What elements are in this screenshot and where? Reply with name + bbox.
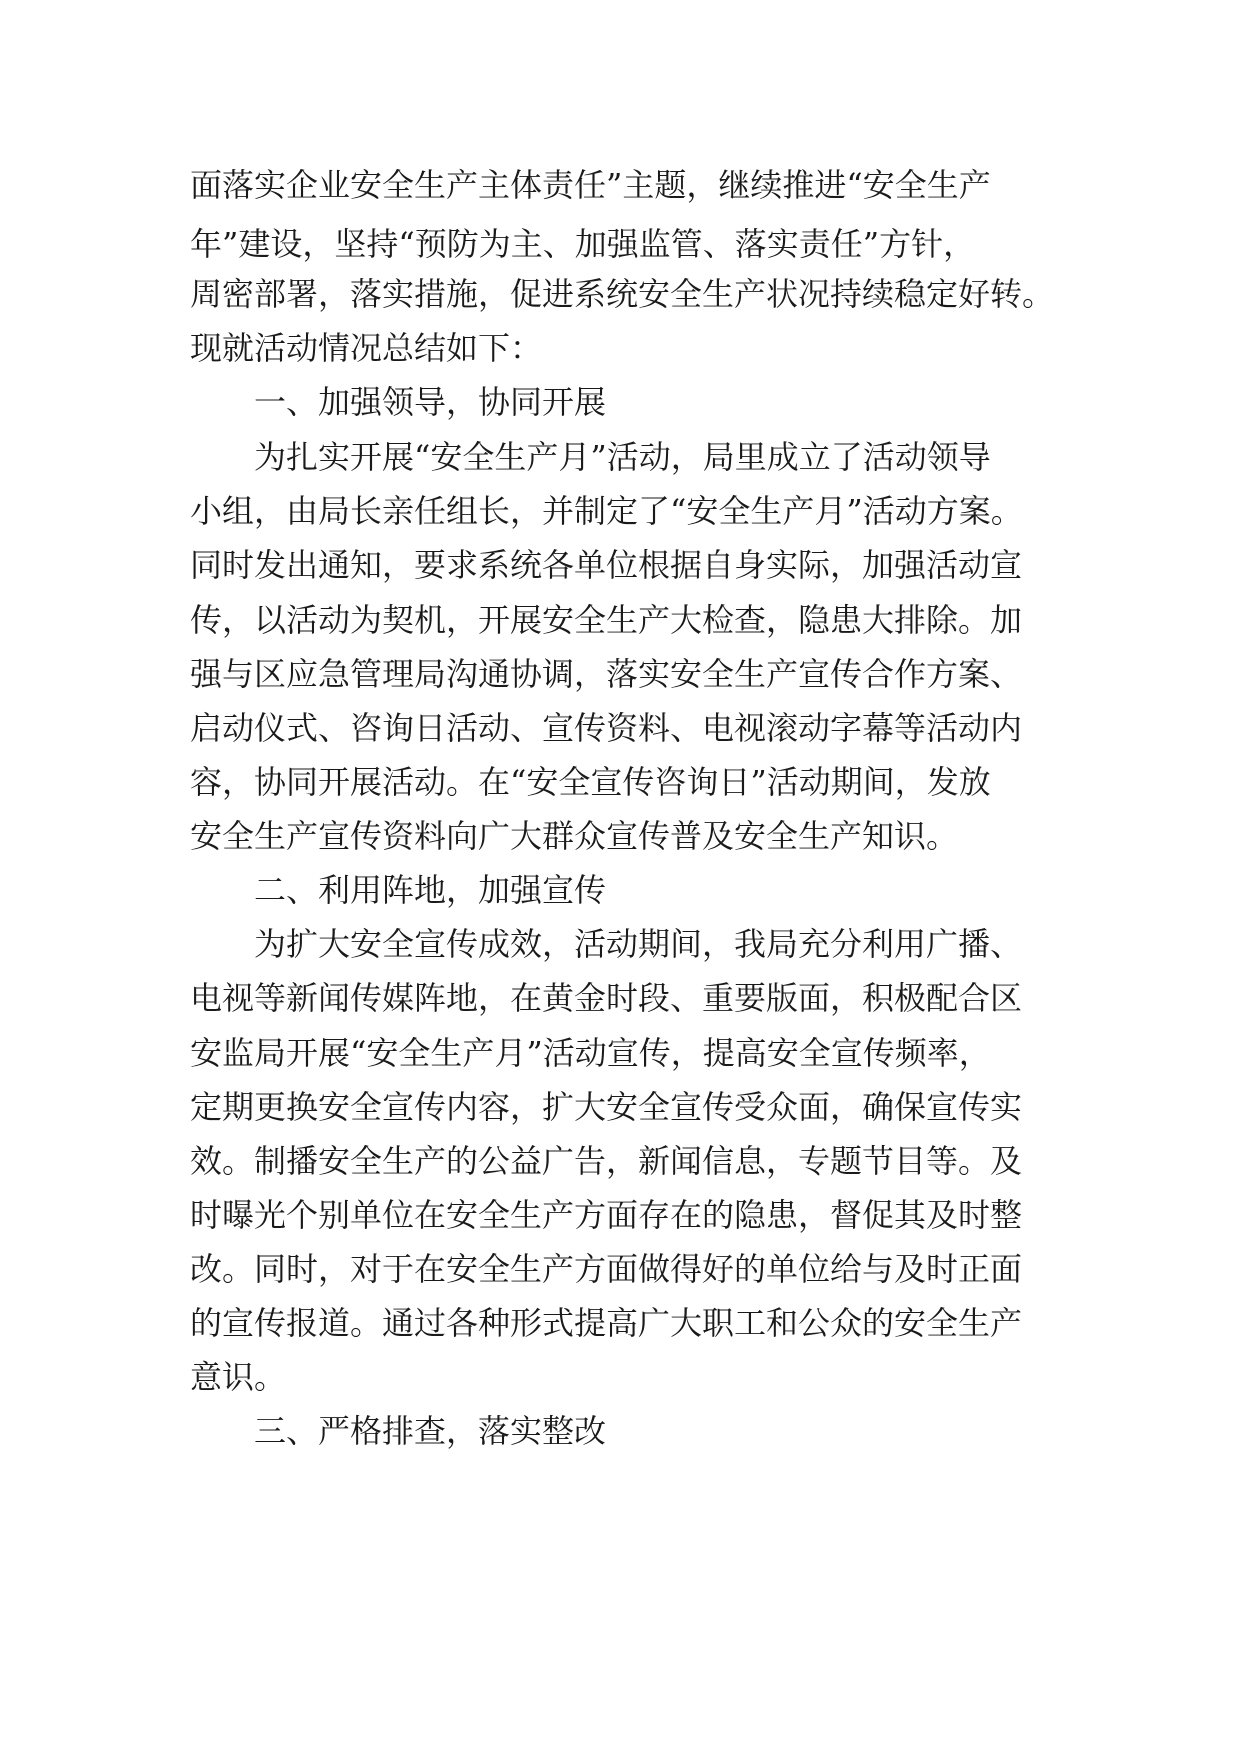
text-line: 为扎实开展“安全生产月”活动，局里成立了活动领导 — [254, 438, 991, 476]
text-line: 为扩大安全宣传成效，活动期间，我局充分利用广播、 — [254, 925, 1023, 963]
section-heading: 一、加强领导，协同开展 — [254, 383, 607, 421]
text-line: 定期更换安全宣传内容，扩大安全宣传受众面，确保宣传实 — [190, 1088, 1023, 1126]
section-heading: 二、利用阵地，加强宣传 — [254, 871, 607, 909]
text-line: 传，以活动为契机，开展安全生产大检查，隐患大排除。加 — [190, 601, 1023, 639]
text-line: 效。制播安全生产的公益广告，新闻信息，专题节目等。及 — [190, 1142, 1023, 1180]
text-line: 启动仪式、咨询日活动、宣传资料、电视滚动字幕等活动内 — [190, 709, 1023, 747]
text-line: 改。同时，对于在安全生产方面做得好的单位给与及时正面 — [190, 1250, 1023, 1288]
text-line: 年”建设，坚持“预防为主、加强监管、落实责任”方针， — [190, 225, 976, 263]
text-line: 面落实企业安全生产主体责任”主题，继续推进“安全生产 — [190, 166, 991, 204]
text-line: 现就活动情况总结如下： — [190, 329, 543, 367]
text-line: 强与区应急管理局沟通协调，落实安全生产宣传合作方案、 — [190, 655, 1023, 693]
text-line: 的宣传报道。通过各种形式提高广大职工和公众的安全生产 — [190, 1304, 1023, 1342]
text-line: 同时发出通知，要求系统各单位根据自身实际，加强活动宣 — [190, 546, 1023, 584]
text-line: 安监局开展“安全生产月”活动宣传，提高安全宣传频率， — [190, 1034, 991, 1072]
section-heading: 三、严格排查，落实整改 — [254, 1412, 607, 1450]
text-line: 小组，由局长亲任组长，并制定了“安全生产月”活动方案。 — [190, 492, 1023, 530]
text-line: 电视等新闻传媒阵地，在黄金时段、重要版面，积极配合区 — [190, 979, 1023, 1017]
text-line: 周密部署，落实措施，促进系统安全生产状况持续稳定好转。 — [190, 275, 1055, 313]
text-line: 时曝光个别单位在安全生产方面存在的隐患，督促其及时整 — [190, 1196, 1023, 1234]
text-line: 安全生产宣传资料向广大群众宣传普及安全生产知识。 — [190, 817, 959, 855]
text-line: 意识。 — [190, 1358, 287, 1396]
text-line: 容，协同开展活动。在“安全宣传咨询日”活动期间，发放 — [190, 763, 991, 801]
